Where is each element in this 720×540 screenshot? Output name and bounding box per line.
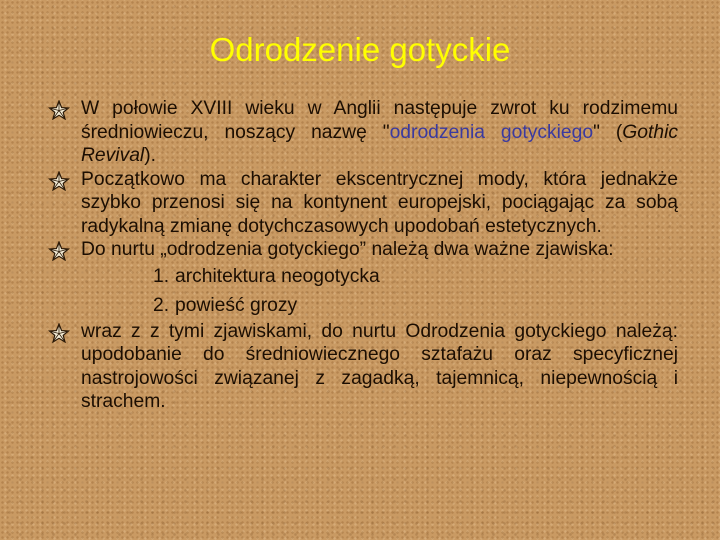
highlighted-term: odrodzenia <box>389 121 485 143</box>
numbered-item: 1. architektura neogotycka <box>153 265 380 287</box>
star-bullet-icon <box>48 323 70 343</box>
bullet-item <box>48 97 678 168</box>
star-bullet-icon <box>48 100 70 120</box>
bullet-text: wraz z z tymi zjawiskami, do nurtu Odrodzenia gotyckiego należą: upodobanie do średniowiecznego sztafażu oraz specyficznej nastrojowości związanej z zagadką, tajemnicą, niepewnością i strachem. <box>81 320 678 412</box>
slide-content <box>48 97 678 414</box>
bullet-text: W połowie XVIII wieku w Anglii następuje zwrot ku rodzimemu średniowieczu, noszący nazwę "odrodzenia gotyckiego" (Gothic Revival). <box>81 98 679 166</box>
bullet-text: Do nurtu „odrodzenia gotyckiego” należą dwa ważne zjawiska: <box>81 239 614 260</box>
bullet-item <box>48 238 678 262</box>
slide-title: Odrodzenie gotyckie <box>209 31 511 68</box>
highlighted-term: gotyckiego <box>500 121 594 143</box>
bullet-item <box>48 168 678 239</box>
star-bullet-icon <box>48 241 70 261</box>
italic-term: Gothic Revival <box>81 121 679 166</box>
numbered-item: 2. powieść grozy <box>153 294 298 316</box>
bullet-item <box>48 320 678 414</box>
star-bullet-icon <box>48 171 70 191</box>
bullet-text: Początkowo ma charakter ekscentrycznej mody, która jednakże szybko przenosi się na kontynent europejski, pociągając za sobą radykalną zmianę dotychczasowych upodobań estetycznych. <box>81 168 678 237</box>
